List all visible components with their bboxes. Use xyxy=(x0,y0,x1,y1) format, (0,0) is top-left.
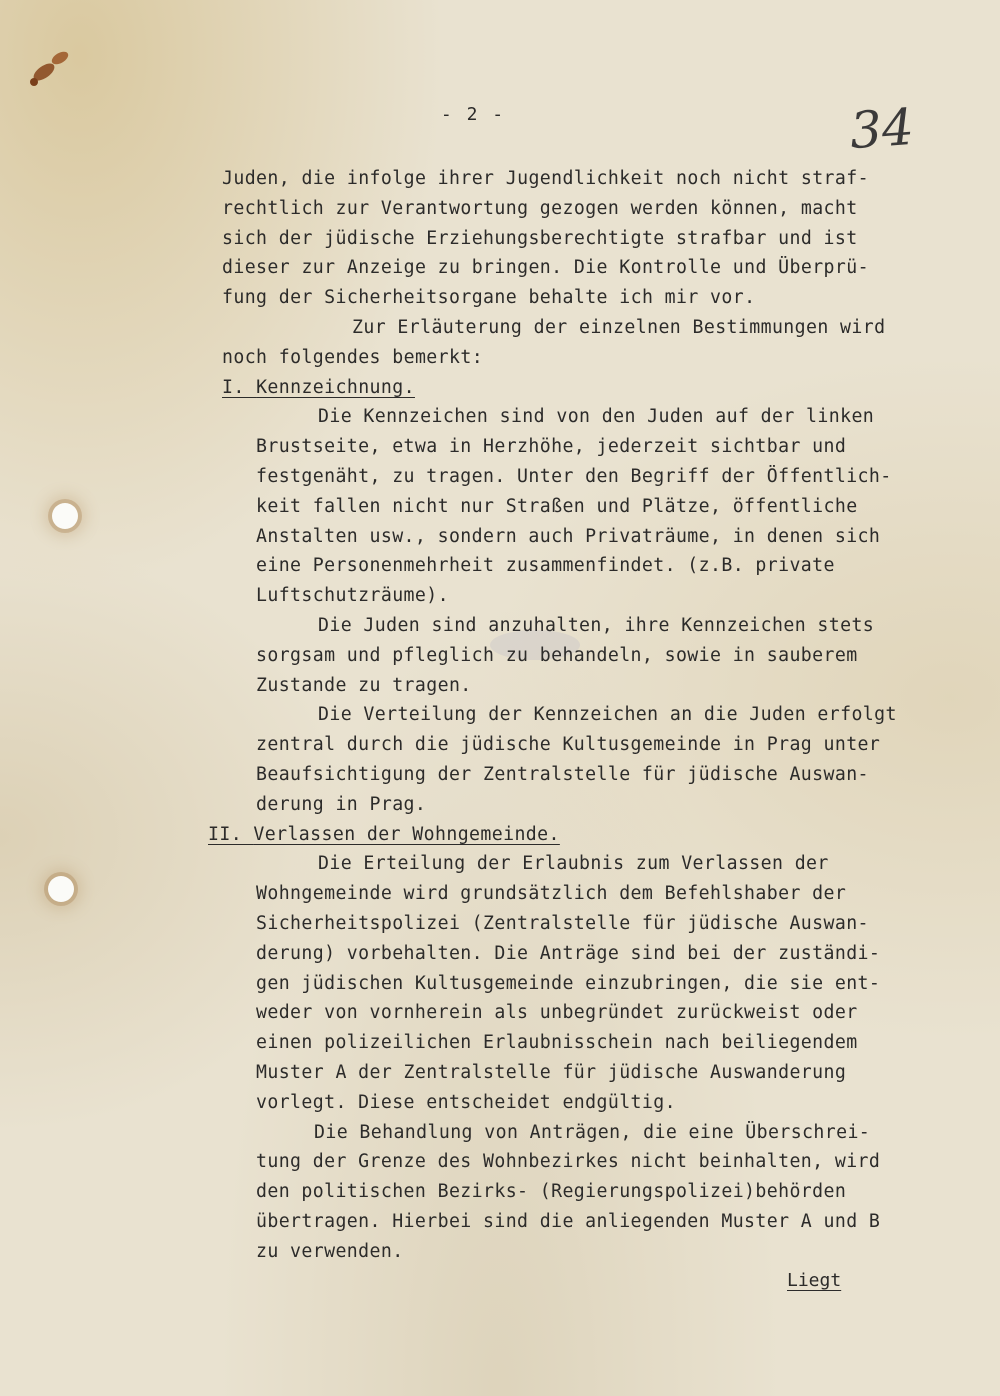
text-line xyxy=(222,969,942,999)
line-text: eine Personenmehrheit zusammenfindet. (z.B. private xyxy=(256,555,835,577)
text-line xyxy=(222,760,942,790)
line-text: Luftschutzräume). xyxy=(256,585,449,607)
line-text: Die Behandlung von Anträgen, die eine Überschrei- xyxy=(314,1121,871,1143)
text-line xyxy=(222,849,942,879)
line-text: derung in Prag. xyxy=(256,793,427,815)
text-line xyxy=(222,1028,942,1058)
text-line xyxy=(222,492,942,522)
page-number: - 2 - xyxy=(440,104,506,125)
text-line xyxy=(222,551,942,581)
line-text: Anstalten usw., sondern auch Privaträume, in denen sich xyxy=(256,525,881,547)
line-text: einen polizeilichen Erlaubnisschein nach beiliegendem xyxy=(256,1032,858,1054)
text-line xyxy=(222,432,942,462)
text-line xyxy=(222,581,942,611)
section-number: I. xyxy=(222,376,257,398)
section-title: Verlassen der Wohngemeinde. xyxy=(253,823,560,845)
section-heading-line xyxy=(222,373,942,403)
text-line xyxy=(222,224,942,254)
text-line xyxy=(222,313,942,343)
line-text: festgenäht, zu tragen. Unter den Begriff der Öffentlich- xyxy=(256,465,892,487)
line-text: Muster A der Zentralstelle für jüdische Auswanderung xyxy=(256,1061,847,1083)
line-text: weder von vornherein als unbegründet zurückweist oder xyxy=(256,1002,858,1024)
text-line xyxy=(222,641,942,671)
text-line xyxy=(222,909,942,939)
text-line xyxy=(222,1088,942,1118)
text-line xyxy=(222,1147,942,1177)
text-line xyxy=(222,1177,942,1207)
line-text: fung der Sicherheitsorgane behalte ich mir vor. xyxy=(222,287,756,309)
text-line xyxy=(222,402,942,432)
line-text: Wohngemeinde wird grundsätzlich dem Befehlshaber der xyxy=(256,883,847,905)
line-text: Brustseite, etwa in Herzhöhe, jederzeit sichtbar und xyxy=(256,436,847,458)
line-text: Zustande zu tragen. xyxy=(256,674,472,696)
text-line xyxy=(222,253,942,283)
line-text: Juden, die infolge ihrer Jugendlichkeit noch nicht straf- xyxy=(222,168,869,189)
text-line xyxy=(222,611,942,641)
line-text: sorgsam und pfleglich zu behandeln, sowie in sauberem xyxy=(256,644,858,666)
text-line xyxy=(222,790,942,820)
line-text: rechtlich zur Verantwortung gezogen werden können, macht xyxy=(222,197,858,219)
text-line xyxy=(222,194,942,224)
text-line xyxy=(222,462,942,492)
text-line xyxy=(222,879,942,909)
line-text: vorlegt. Diese entscheidet endgültig. xyxy=(256,1091,676,1113)
section-title: Kennzeichnung. xyxy=(256,376,415,398)
line-text: derung) vorbehalten. Die Anträge sind bei der zuständi- xyxy=(256,942,881,964)
line-text: zentral durch die jüdische Kultusgemeinde in Prag unter xyxy=(256,734,881,756)
line-text: gen jüdischen Kultusgemeinde einzubringen, die sie ent- xyxy=(256,972,881,994)
line-text: noch folgendes bemerkt: xyxy=(222,346,484,368)
text-line xyxy=(222,1118,942,1148)
handwritten-folio-number: 34 xyxy=(848,97,916,161)
section-number: II. xyxy=(208,823,254,845)
line-text: Die Juden sind anzuhalten, ihre Kennzeichen stets xyxy=(318,614,875,636)
section-heading-line xyxy=(208,820,942,850)
line-text: sich der jüdische Erziehungsberechtigte strafbar und ist xyxy=(222,227,858,249)
punch-hole xyxy=(48,876,74,902)
text-line xyxy=(222,939,942,969)
line-text: keit fallen nicht nur Straßen und Plätze, öffentliche xyxy=(256,495,858,517)
punch-hole xyxy=(52,503,78,529)
line-text: zu verwenden. xyxy=(256,1240,404,1262)
text-line xyxy=(222,283,942,313)
line-text: Die Erteilung der Erlaubnis zum Verlassen der xyxy=(318,853,829,875)
line-text: Die Verteilung der Kennzeichen an die Juden erfolgt xyxy=(318,704,897,726)
text-line xyxy=(222,1207,942,1237)
text-line xyxy=(222,700,942,730)
line-text: Beaufsichtigung der Zentralstelle für jüdische Auswan- xyxy=(256,763,869,785)
text-line xyxy=(222,730,942,760)
line-text: Die Kennzeichen sind von den Juden auf der linken xyxy=(318,406,875,428)
text-line xyxy=(222,1237,942,1267)
line-text: tung der Grenze des Wohnbezirkes nicht beinhalten, wird xyxy=(256,1151,881,1173)
text-line xyxy=(222,1058,942,1088)
line-text: Zur Erläuterung der einzelnen Bestimmungen wird xyxy=(352,316,886,338)
line-text: dieser zur Anzeige zu bringen. Die Kontrolle und Überprü- xyxy=(222,257,869,279)
document-body xyxy=(208,164,942,1266)
line-text: übertragen. Hierbei sind die anliegenden Muster A und B xyxy=(256,1210,881,1232)
text-line xyxy=(222,343,942,373)
line-text: den politischen Bezirks- (Regierungspolizei)behörden xyxy=(256,1181,847,1203)
text-line xyxy=(222,998,942,1028)
rust-stain xyxy=(22,42,80,90)
text-line xyxy=(222,671,942,701)
text-line xyxy=(222,522,942,552)
text-line xyxy=(222,164,942,194)
catchword: Liegt xyxy=(787,1270,842,1291)
line-text: Sicherheitspolizei (Zentralstelle für jüdische Auswan- xyxy=(256,912,869,934)
